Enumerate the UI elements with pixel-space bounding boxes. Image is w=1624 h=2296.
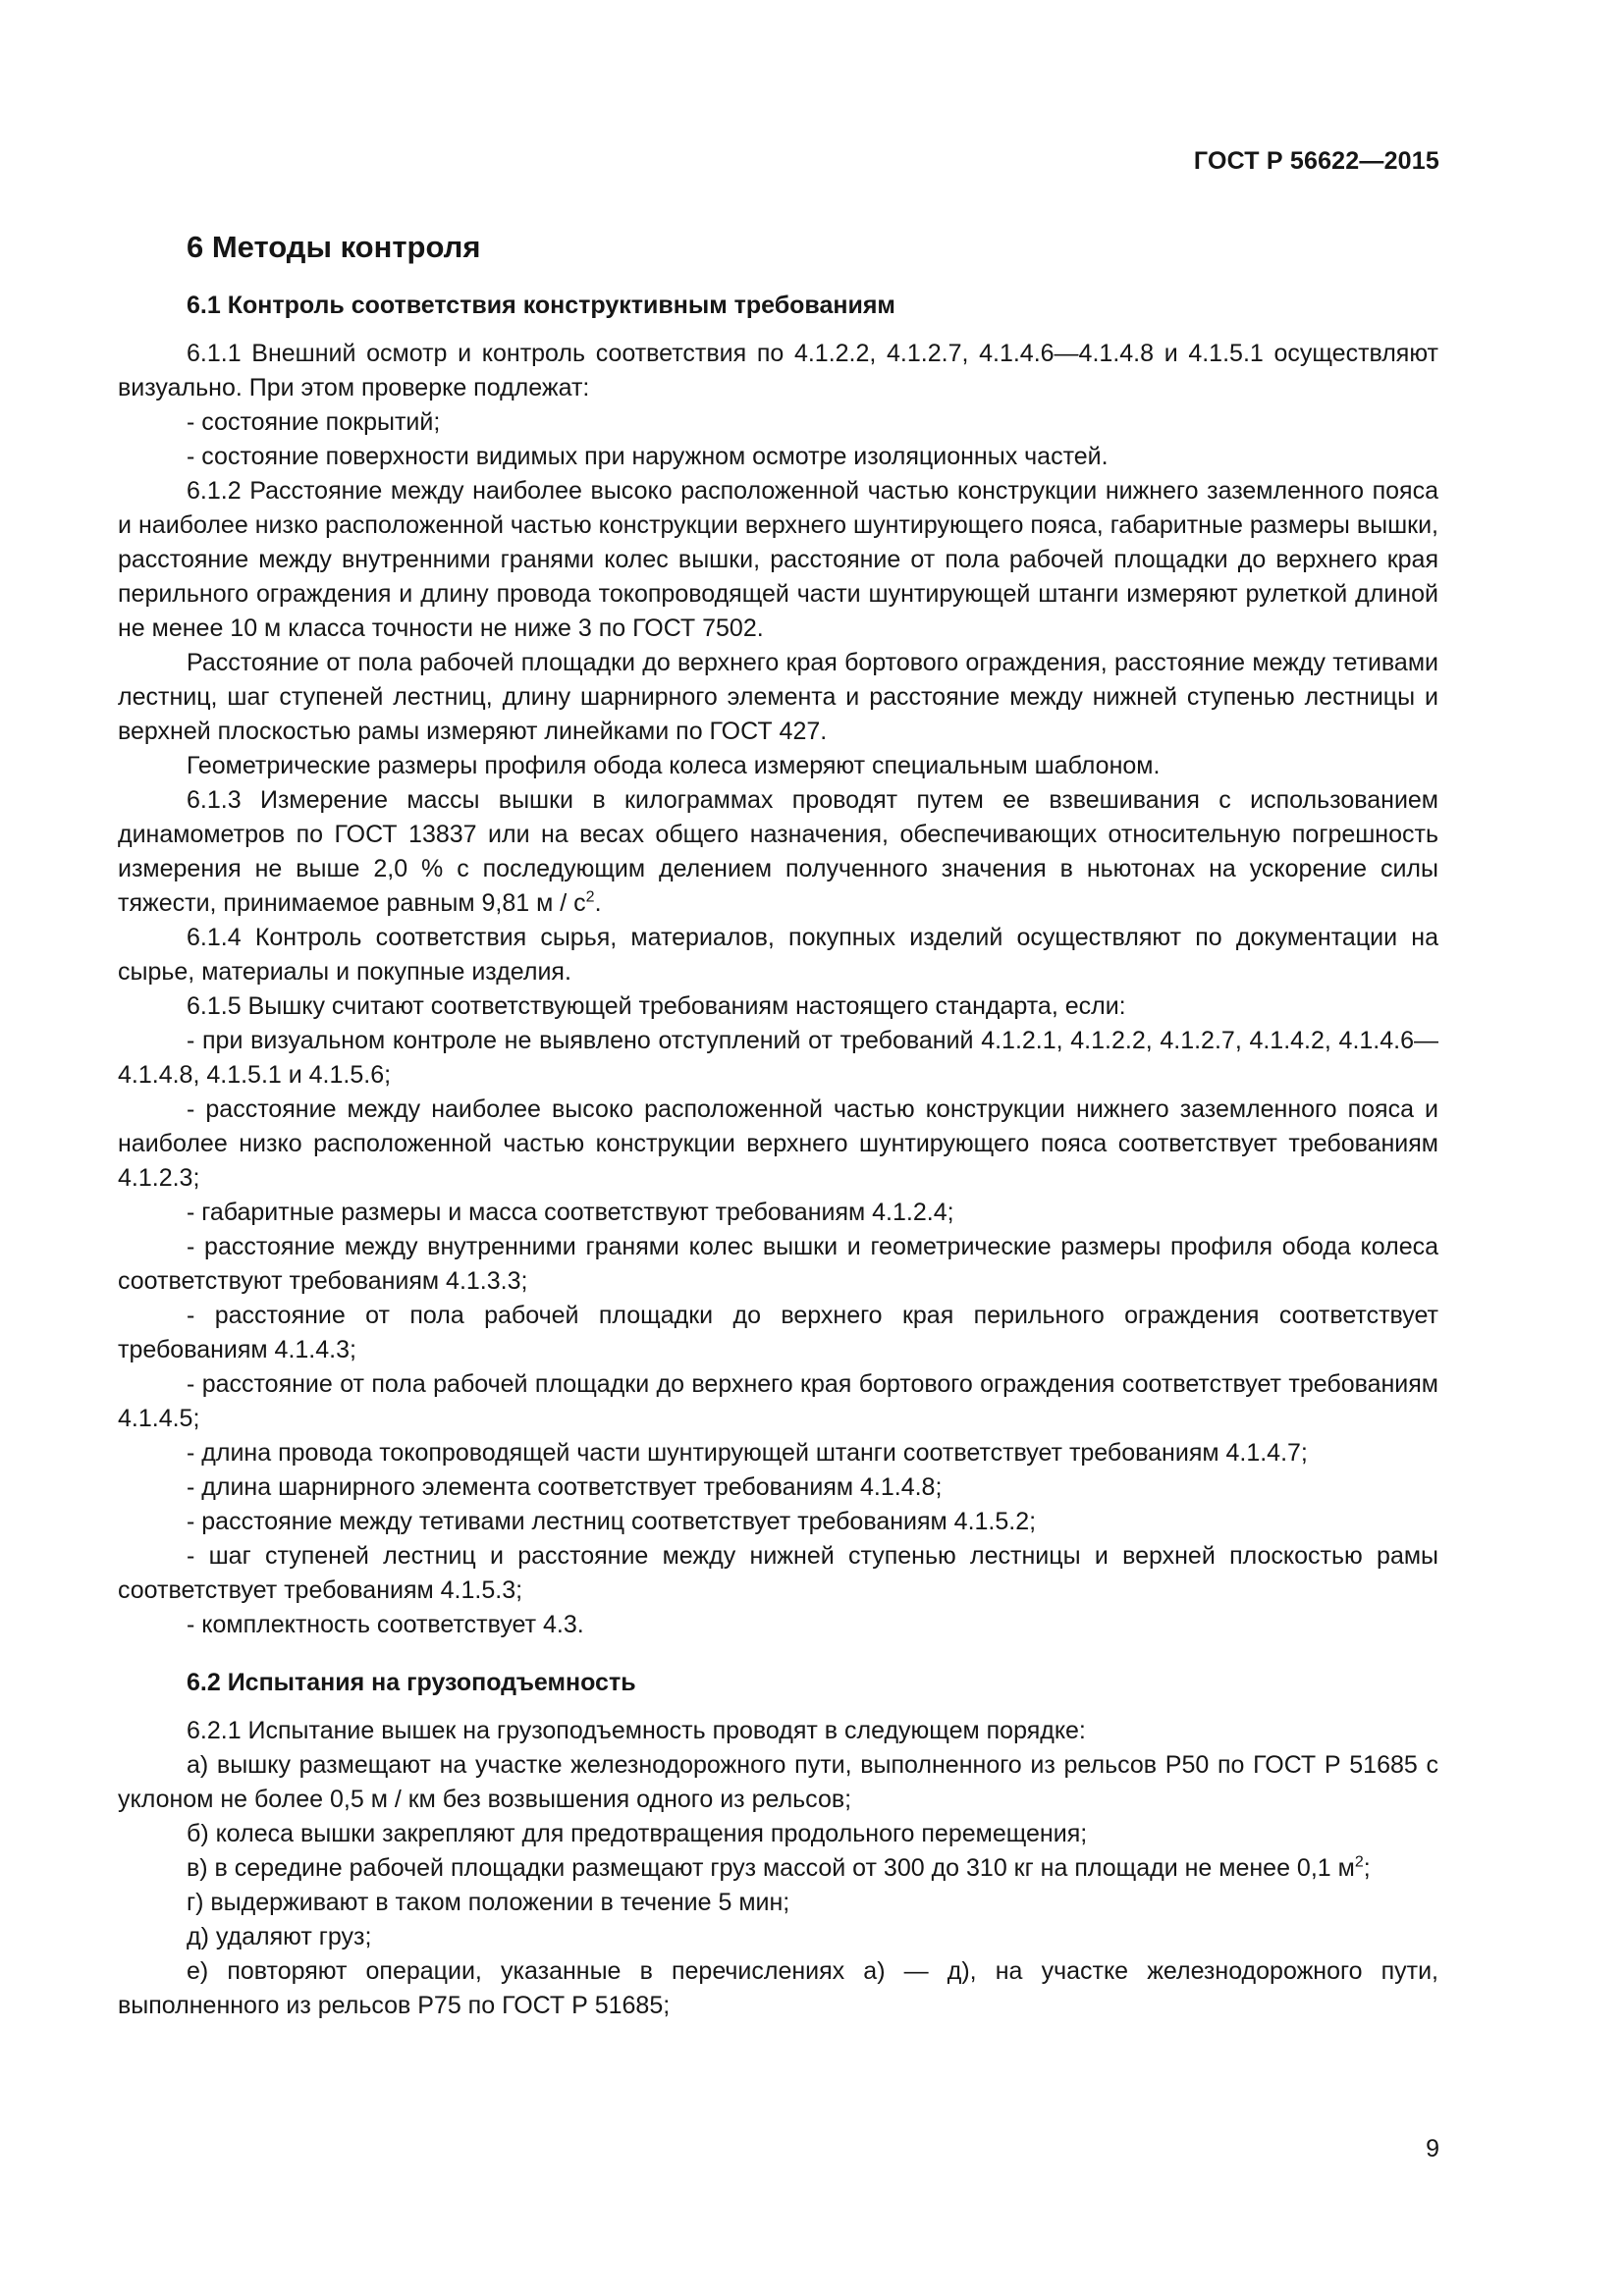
superscript: 2 <box>1354 1853 1364 1871</box>
paragraph: 6.1.5 Вышку считают соответствующей требованиям настоящего стандарта, если: <box>187 992 1126 1020</box>
list-item: а) вышку размещают на участке железнодорожного пути, выполненного из рельсов Р50 по ГОСТ Р 51685 с уклоном не более 0,5 м / км без возвышения одного из рельсов; <box>118 1751 1438 1813</box>
paragraph: 6.2.1 Испытание вышек на грузоподъемность проводят в следующем порядке: <box>187 1717 1086 1744</box>
section-title: 6 Методы контроля <box>187 230 481 264</box>
list-item: - расстояние между тетивами лестниц соответствует требованиям 4.1.5.2; <box>187 1508 1037 1535</box>
list-item: - длина шарнирного элемента соответствует требованиям 4.1.4.8; <box>187 1473 943 1501</box>
list-item <box>118 1851 1438 1886</box>
subsection-title-6-2: 6.2 Испытания на грузоподъемность <box>187 1669 636 1696</box>
punctuation: ; <box>1363 1854 1371 1882</box>
list-item: - длина провода токопроводящей части шунтирующей штанги соответствует требованиям 4.1.4.7; <box>187 1439 1308 1467</box>
list-item: - расстояние от пола рабочей площадки до верхнего края перильного ограждения соответствует требованиям 4.1.4.3; <box>118 1302 1438 1363</box>
list-item: д) удаляют груз; <box>187 1923 372 1950</box>
list-item: - комплектность соответствует 4.3. <box>187 1611 584 1638</box>
document-code-header: ГОСТ Р 56622—2015 <box>1193 147 1439 175</box>
list-item: б) колеса вышки закрепляют для предотвращения продольного перемещения; <box>187 1820 1088 1847</box>
list-item-text: в) в середине рабочей площадки размещают груз массой от 300 до 310 кг на площади не менее 0,1 м <box>187 1854 1355 1882</box>
list-item: - расстояние между наиболее высоко расположенной частью конструкции нижнего заземленного пояса и наиболее низко расположенной частью конструкции верхнего шунтирующего пояса соответствует требованиям 4.1.2.3; <box>118 1095 1438 1192</box>
list-item: - расстояние между внутренними гранями колес вышки и геометрические размеры профиля обода колеса соответствуют требованиям 4.1.3.3; <box>118 1233 1438 1295</box>
list-item: г) выдерживают в таком положении в течение 5 мин; <box>187 1889 790 1916</box>
list-item: - состояние поверхности видимых при наружном осмотре изоляционных частей. <box>187 443 1109 470</box>
paragraph: 6.1.1 Внешний осмотр и контроль соответствия по 4.1.2.2, 4.1.2.7, 4.1.4.6—4.1.4.8 и 4.1.5.1 осуществляют визуально. При этом проверке подлежат: <box>118 340 1438 401</box>
paragraph-6-1-3 <box>118 783 1438 921</box>
list-item: е) повторяют операции, указанные в перечислениях а) — д), на участке железнодорожного пути, выполненного из рельсов Р75 по ГОСТ Р 51685; <box>118 1957 1438 2019</box>
list-item: - расстояние от пола рабочей площадки до верхнего края бортового ограждения соответствует требованиям 4.1.4.5; <box>118 1370 1438 1432</box>
list-item: - состояние покрытий; <box>187 408 441 436</box>
paragraph: 6.1.2 Расстояние между наиболее высоко расположенной частью конструкции нижнего заземленного пояса и наиболее низко расположенной частью конструкции верхнего шунтирующего пояса, габаритные размеры вышки, расстояние между внутренними гранями колес вышки, расстояние от пола рабочей площадки до верхнего края перильного ограждения и длину провода токопроводящей части шунтирующей штанги измеряют рулеткой длиной не менее 10 м класса точности не ниже 3 по ГОСТ 7502. <box>118 477 1438 642</box>
subsection-title-6-1: 6.1 Контроль соответствия конструктивным требованиям <box>187 292 895 319</box>
list-item: - шаг ступеней лестниц и расстояние между нижней ступенью лестницы и верхней плоскостью рамы соответствует требованиям 4.1.5.3; <box>118 1542 1438 1604</box>
paragraph-text: 6.1.3 Измерение массы вышки в килограммах проводят путем ее взвешивания с использованием динамометров по ГОСТ 13837 или на весах общего назначения, обеспечивающих относительную погрешность измерения не выше 2,0 % с последующим делением полученного значения в ньютонах на ускорение силы тяжести, принимаемое равным 9,81 м / с <box>118 786 1438 917</box>
paragraph: Расстояние от пола рабочей площадки до верхнего края бортового ограждения, расстояние между тетивами лестниц, шаг ступеней лестниц, длину шарнирного элемента и расстояние между нижней ступенью лестницы и верхней плоскостью рамы измеряют линейками по ГОСТ 427. <box>118 649 1438 745</box>
page-number: 9 <box>1426 2135 1439 2163</box>
superscript: 2 <box>585 888 595 906</box>
list-item: - габаритные размеры и масса соответствуют требованиям 4.1.2.4; <box>187 1199 954 1226</box>
punctuation: . <box>594 889 602 917</box>
paragraph: Геометрические размеры профиля обода колеса измеряют специальным шаблоном. <box>187 752 1161 779</box>
page-content <box>118 216 1438 2023</box>
list-item: - при визуальном контроле не выявлено отступлений от требований 4.1.2.1, 4.1.2.2, 4.1.2.7, 4.1.4.2, 4.1.4.6—4.1.4.8, 4.1.5.1 и 4.1.5.6; <box>118 1027 1438 1089</box>
paragraph: 6.1.4 Контроль соответствия сырья, материалов, покупных изделий осуществляют по документации на сырье, материалы и покупные изделия. <box>118 924 1438 986</box>
